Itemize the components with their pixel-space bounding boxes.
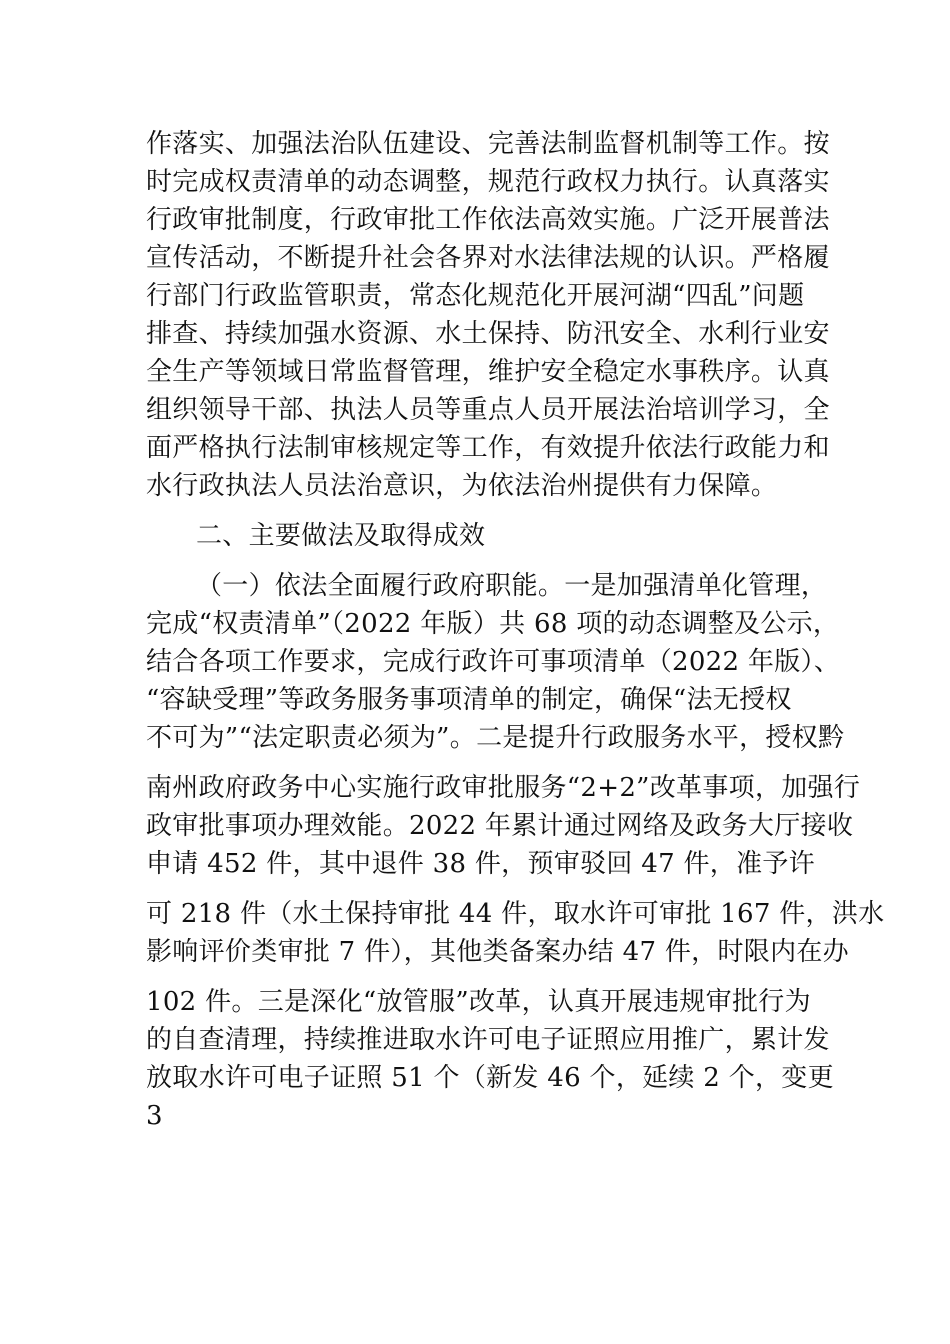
section-line: 政审批事项办理效能。2022 年累计通过网络及政务大厅接收 bbox=[146, 811, 854, 841]
paragraph-line: 行政审批制度，行政审批工作依法高效实施。广泛开展普法 bbox=[146, 205, 830, 235]
paragraph-line: 排查、持续加强水资源、水土保持、防汛安全、水利行业安 bbox=[146, 319, 830, 349]
section-line: 影响评价类审批 7 件），其他类备案办结 47 件，时限内在办 bbox=[146, 937, 849, 967]
section-line: 完成“权责清单”（2022 年版）共 68 项的动态调整及公示， bbox=[146, 609, 840, 639]
section-line: 102 件。三是深化“放管服”改革，认真开展违规审批行为 bbox=[146, 987, 811, 1017]
section-line: 南州政府政务中心实施行政审批服务“2+2”改革事项，加强行 bbox=[146, 773, 861, 803]
section-line: （一）依法全面履行政府职能。一是加强清单化管理， bbox=[196, 571, 828, 601]
paragraph-line: 作落实、加强法治队伍建设、完善法制监督机制等工作。按 bbox=[146, 129, 830, 159]
section-line: “容缺受理”等政务服务事项清单的制定，确保“法无授权 bbox=[146, 685, 792, 715]
paragraph-line: 面严格执行法制审核规定等工作，有效提升依法行政能力和 bbox=[146, 433, 830, 463]
paragraph-line: 全生产等领域日常监督管理，维护安全稳定水事秩序。认真 bbox=[146, 357, 830, 387]
paragraph-line: 水行政执法人员法治意识，为依法治州提供有力保障。 bbox=[146, 471, 778, 501]
paragraph-line: 宣传活动，不断提升社会各界对水法律法规的认识。严格履 bbox=[146, 243, 830, 273]
paragraph-line: 行部门行政监管职责，常态化规范化开展河湖“四乱”问题 bbox=[146, 281, 805, 311]
section-line: 结合各项工作要求，完成行政许可事项清单（2022 年版）、 bbox=[146, 647, 841, 677]
page-number: 3 bbox=[146, 1101, 163, 1131]
section-line: 不可为”“法定职责必须为”。二是提升行政服务水平，授权黔 bbox=[146, 723, 845, 753]
paragraph-line: 时完成权责清单的动态调整，规范行政权力执行。认真落实 bbox=[146, 167, 830, 197]
section-line: 可 218 件（水土保持审批 44 件，取水许可审批 167 件，洪水 bbox=[146, 899, 885, 929]
paragraph-line: 组织领导干部、执法人员等重点人员开展法治培训学习，全 bbox=[146, 395, 830, 425]
section-line: 放取水许可电子证照 51 个（新发 46 个，延续 2 个，变更 bbox=[146, 1063, 834, 1093]
section-line: 申请 452 件，其中退件 38 件，预审驳回 47 件，准予许 bbox=[146, 849, 815, 879]
section-line: 的自查清理，持续推进取水许可电子证照应用推广，累计发 bbox=[146, 1025, 830, 1055]
section-heading: 二、主要做法及取得成效 bbox=[196, 521, 486, 551]
